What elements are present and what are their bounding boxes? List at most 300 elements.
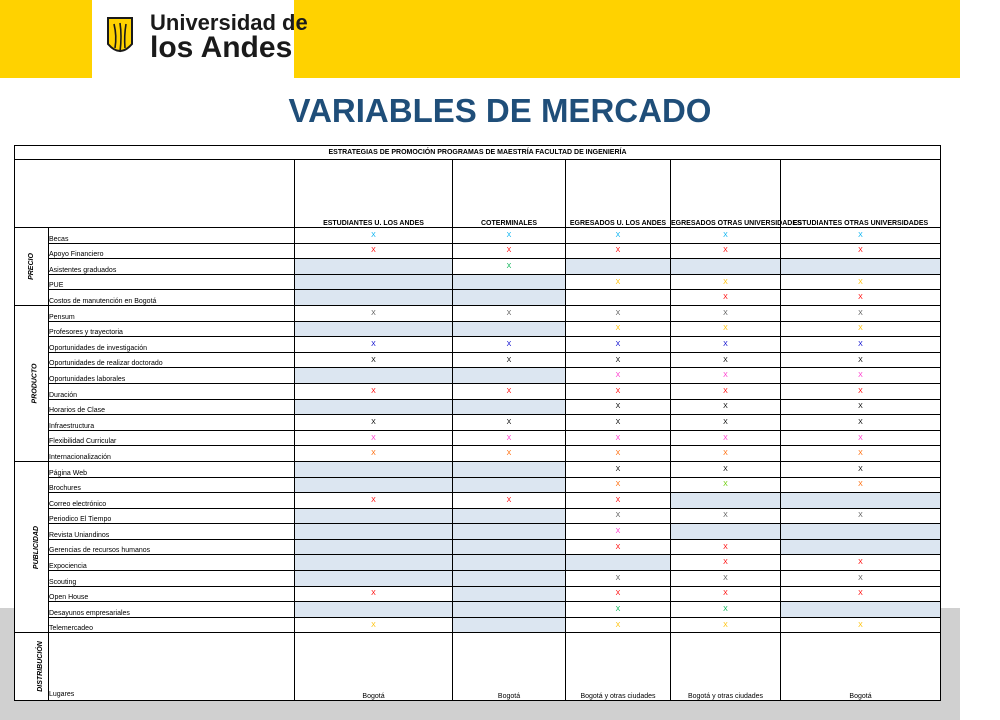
- x-mark: X: [371, 450, 376, 458]
- x-mark: X: [858, 418, 863, 426]
- column-header: EGRESADOS OTRAS UNIVERSIDADES: [671, 160, 781, 228]
- value-cell: [781, 461, 941, 477]
- value-cell: [295, 571, 453, 587]
- variable-label: Infraestructura: [49, 415, 295, 431]
- value-cell: [566, 539, 671, 555]
- distribution-value: Bogotá: [295, 633, 453, 701]
- value-cell: [566, 446, 671, 462]
- x-mark: X: [615, 403, 621, 411]
- x-mark: X: [615, 590, 621, 598]
- x-mark: X: [615, 574, 621, 582]
- x-mark: X: [858, 356, 863, 364]
- value-cell: [566, 259, 671, 275]
- x-mark: X: [723, 418, 728, 426]
- value-cell: [295, 399, 453, 415]
- value-cell: [453, 337, 566, 353]
- variable-label: Desayunos empresariales: [49, 602, 295, 618]
- value-cell: [671, 337, 781, 353]
- value-cell: [295, 617, 453, 633]
- distribution-value: Bogotá: [453, 633, 566, 701]
- value-cell: [781, 259, 941, 275]
- x-mark: X: [615, 450, 621, 458]
- x-mark: X: [723, 606, 728, 614]
- value-cell: [781, 305, 941, 321]
- variable-label: Apoyo Financiero: [49, 243, 295, 259]
- x-mark: X: [723, 294, 728, 302]
- value-cell: [671, 493, 781, 509]
- variable-label: Pensum: [49, 305, 295, 321]
- value-cell: [671, 352, 781, 368]
- x-mark: X: [615, 356, 621, 364]
- value-cell: [453, 477, 566, 493]
- x-mark: X: [723, 590, 728, 598]
- x-mark: X: [858, 294, 863, 302]
- value-cell: [295, 493, 453, 509]
- x-mark: X: [615, 481, 621, 489]
- value-cell: [671, 555, 781, 571]
- x-mark: X: [723, 325, 728, 333]
- group-label: PUBLICIDAD: [33, 525, 41, 569]
- value-cell: [295, 321, 453, 337]
- value-cell: [453, 571, 566, 587]
- x-mark: X: [723, 372, 728, 380]
- x-mark: X: [723, 512, 728, 520]
- table-row: [15, 617, 941, 633]
- value-cell: [566, 399, 671, 415]
- variable-label: Gerencias de recursos humanos: [49, 539, 295, 555]
- value-cell: [781, 602, 941, 618]
- distribution-row: [15, 633, 941, 701]
- header-blank: [15, 160, 295, 228]
- x-mark: X: [615, 278, 621, 286]
- value-cell: [566, 305, 671, 321]
- value-cell: [781, 415, 941, 431]
- x-mark: X: [371, 309, 376, 317]
- x-mark: X: [723, 481, 728, 489]
- value-cell: [781, 555, 941, 571]
- x-mark: X: [723, 450, 728, 458]
- value-cell: [781, 368, 941, 384]
- value-cell: [566, 368, 671, 384]
- table-row: [15, 493, 941, 509]
- logo-text-line2: los Andes: [150, 31, 293, 64]
- x-mark: X: [371, 387, 376, 395]
- table-row: [15, 305, 941, 321]
- university-crest-icon: [106, 14, 134, 60]
- variable-label: Página Web: [49, 461, 295, 477]
- x-mark: X: [723, 434, 728, 442]
- x-mark: X: [506, 356, 512, 364]
- variable-label: PUE: [49, 274, 295, 290]
- distribution-value: Bogotá y otras ciudades: [566, 633, 671, 701]
- value-cell: [671, 524, 781, 540]
- x-mark: X: [506, 387, 512, 395]
- table-row: [15, 586, 941, 602]
- table-row: [15, 228, 941, 244]
- x-mark: X: [506, 247, 512, 255]
- x-mark: X: [723, 247, 728, 255]
- x-mark: X: [615, 325, 621, 333]
- value-cell: [671, 571, 781, 587]
- x-mark: X: [723, 465, 728, 473]
- value-cell: [566, 524, 671, 540]
- x-mark: X: [858, 340, 863, 348]
- value-cell: [781, 446, 941, 462]
- x-mark: X: [506, 231, 512, 239]
- variable-label: Oportunidades de realizar doctorado: [49, 352, 295, 368]
- value-cell: [671, 586, 781, 602]
- x-mark: X: [615, 434, 621, 442]
- value-cell: [781, 243, 941, 259]
- value-cell: [566, 337, 671, 353]
- value-cell: [295, 383, 453, 399]
- value-cell: [781, 228, 941, 244]
- x-mark: X: [615, 528, 621, 536]
- value-cell: [566, 243, 671, 259]
- x-mark: X: [371, 434, 376, 442]
- variable-label: Telemercadeo: [49, 617, 295, 633]
- x-mark: X: [371, 231, 376, 239]
- group-label-cell: [15, 633, 49, 701]
- table-row: [15, 508, 941, 524]
- value-cell: [453, 493, 566, 509]
- value-cell: [566, 274, 671, 290]
- value-cell: [295, 415, 453, 431]
- value-cell: [566, 430, 671, 446]
- value-cell: [671, 228, 781, 244]
- value-cell: [566, 493, 671, 509]
- x-mark: X: [371, 496, 376, 504]
- variable-label: Scouting: [49, 571, 295, 587]
- value-cell: [295, 586, 453, 602]
- table-row: [15, 290, 941, 306]
- value-cell: [566, 321, 671, 337]
- value-cell: [781, 617, 941, 633]
- group-label-cell: [15, 228, 49, 306]
- value-cell: [295, 259, 453, 275]
- x-mark: X: [371, 590, 376, 598]
- x-mark: X: [506, 418, 512, 426]
- value-cell: [781, 508, 941, 524]
- group-label-cell: [15, 461, 49, 633]
- value-cell: [781, 539, 941, 555]
- value-cell: [781, 383, 941, 399]
- value-cell: [453, 539, 566, 555]
- variable-label: Profesores y trayectoria: [49, 321, 295, 337]
- table-row: [15, 352, 941, 368]
- value-cell: [671, 461, 781, 477]
- value-cell: [295, 337, 453, 353]
- value-cell: [453, 352, 566, 368]
- x-mark: X: [723, 340, 728, 348]
- x-mark: X: [858, 481, 863, 489]
- variable-label: Open House: [49, 586, 295, 602]
- x-mark: X: [858, 559, 863, 567]
- value-cell: [781, 399, 941, 415]
- value-cell: [781, 274, 941, 290]
- value-cell: [295, 446, 453, 462]
- value-cell: [453, 321, 566, 337]
- x-mark: X: [506, 340, 512, 348]
- value-cell: [453, 228, 566, 244]
- table-row: [15, 539, 941, 555]
- x-mark: X: [506, 450, 512, 458]
- value-cell: [566, 602, 671, 618]
- value-cell: [295, 274, 453, 290]
- variable-label: Revista Uniandinos: [49, 524, 295, 540]
- group-label: PRECIO: [28, 253, 35, 280]
- table-row: [15, 368, 941, 384]
- x-mark: X: [723, 621, 728, 629]
- variable-label: Lugares: [49, 633, 295, 701]
- x-mark: X: [615, 606, 621, 614]
- x-mark: X: [506, 262, 512, 270]
- x-mark: X: [723, 356, 728, 364]
- table-row: [15, 399, 941, 415]
- value-cell: [566, 461, 671, 477]
- value-cell: [453, 399, 566, 415]
- value-cell: [453, 586, 566, 602]
- x-mark: X: [506, 434, 512, 442]
- value-cell: [671, 617, 781, 633]
- value-cell: [671, 243, 781, 259]
- table-row: [15, 524, 941, 540]
- group-label-cell: [15, 305, 49, 461]
- x-mark: X: [615, 543, 621, 551]
- value-cell: [295, 228, 453, 244]
- x-mark: X: [723, 309, 728, 317]
- value-cell: [566, 228, 671, 244]
- value-cell: [671, 446, 781, 462]
- value-cell: [781, 290, 941, 306]
- value-cell: [781, 493, 941, 509]
- value-cell: [453, 290, 566, 306]
- logo-text-line1: Universidad de: [150, 10, 308, 35]
- x-mark: X: [723, 559, 728, 567]
- value-cell: [781, 524, 941, 540]
- table-row: [15, 383, 941, 399]
- x-mark: X: [858, 450, 863, 458]
- variable-label: Asistentes graduados: [49, 259, 295, 275]
- value-cell: [671, 259, 781, 275]
- value-cell: [566, 477, 671, 493]
- value-cell: [566, 508, 671, 524]
- table-row: [15, 430, 941, 446]
- x-mark: X: [615, 247, 621, 255]
- x-mark: X: [858, 325, 863, 333]
- value-cell: [566, 290, 671, 306]
- value-cell: [453, 430, 566, 446]
- value-cell: [781, 586, 941, 602]
- value-cell: [566, 571, 671, 587]
- x-mark: X: [858, 465, 863, 473]
- x-mark: X: [723, 387, 728, 395]
- value-cell: [566, 352, 671, 368]
- value-cell: [295, 477, 453, 493]
- table-row: [15, 415, 941, 431]
- table-row: [15, 446, 941, 462]
- variable-label: Periodico El Tiempo: [49, 508, 295, 524]
- variable-label: Costos de manutención en Bogotá: [49, 290, 295, 306]
- x-mark: X: [858, 247, 863, 255]
- table-row: [15, 274, 941, 290]
- value-cell: [453, 461, 566, 477]
- x-mark: X: [723, 574, 728, 582]
- x-mark: X: [858, 278, 863, 286]
- value-cell: [781, 352, 941, 368]
- x-mark: X: [506, 496, 512, 504]
- x-mark: X: [858, 621, 863, 629]
- value-cell: [295, 602, 453, 618]
- value-cell: [295, 508, 453, 524]
- value-cell: [781, 571, 941, 587]
- value-cell: [781, 337, 941, 353]
- value-cell: [453, 274, 566, 290]
- value-cell: [453, 524, 566, 540]
- table-row: [15, 243, 941, 259]
- page-title: VARIABLES DE MERCADO: [288, 92, 712, 129]
- group-label: DISTRIBUCIÓN: [36, 641, 44, 693]
- table-row: [15, 571, 941, 587]
- table-row: [15, 337, 941, 353]
- table-row: [15, 259, 941, 275]
- caption-row: [15, 146, 941, 160]
- table-row: [15, 602, 941, 618]
- x-mark: X: [371, 621, 376, 629]
- table-row: [15, 461, 941, 477]
- value-cell: [671, 274, 781, 290]
- value-cell: [295, 290, 453, 306]
- x-mark: X: [615, 387, 621, 395]
- value-cell: [671, 290, 781, 306]
- x-mark: X: [858, 387, 863, 395]
- x-mark: X: [371, 356, 376, 364]
- value-cell: [453, 243, 566, 259]
- value-cell: [453, 508, 566, 524]
- distribution-value: Bogotá: [781, 633, 941, 701]
- variable-label: Expociencia: [49, 555, 295, 571]
- variable-label: Horarios de Clase: [49, 399, 295, 415]
- value-cell: [453, 415, 566, 431]
- value-cell: [295, 524, 453, 540]
- x-mark: X: [615, 372, 621, 380]
- value-cell: [566, 555, 671, 571]
- value-cell: [295, 539, 453, 555]
- column-header: ESTUDIANTES U. LOS ANDES: [295, 160, 453, 228]
- value-cell: [671, 477, 781, 493]
- x-mark: X: [506, 309, 512, 317]
- value-cell: [453, 555, 566, 571]
- group-label: PRODUCTO: [31, 363, 39, 404]
- x-mark: X: [615, 309, 621, 317]
- x-mark: X: [858, 434, 863, 442]
- x-mark: X: [723, 543, 728, 551]
- table-row: [15, 321, 941, 337]
- variable-label: Flexibilidad Curricular: [49, 430, 295, 446]
- value-cell: [453, 305, 566, 321]
- x-mark: X: [615, 496, 621, 504]
- value-cell: [671, 399, 781, 415]
- value-cell: [295, 305, 453, 321]
- x-mark: X: [615, 621, 621, 629]
- value-cell: [295, 352, 453, 368]
- value-cell: [671, 539, 781, 555]
- value-cell: [671, 305, 781, 321]
- value-cell: [671, 368, 781, 384]
- variable-label: Becas: [49, 228, 295, 244]
- x-mark: X: [858, 512, 863, 520]
- value-cell: [453, 617, 566, 633]
- x-mark: X: [615, 418, 621, 426]
- value-cell: [295, 243, 453, 259]
- value-cell: [453, 602, 566, 618]
- value-cell: [453, 383, 566, 399]
- column-header: COTERMINALES: [453, 160, 566, 228]
- x-mark: X: [371, 340, 376, 348]
- column-header: EGRESADOS U. LOS ANDES: [566, 160, 671, 228]
- variable-label: Oportunidades laborales: [49, 368, 295, 384]
- column-header: ESTUDIANTES OTRAS UNIVERSIDADES: [781, 160, 941, 228]
- x-mark: X: [371, 418, 376, 426]
- x-mark: X: [615, 512, 621, 520]
- value-cell: [453, 368, 566, 384]
- x-mark: X: [723, 403, 728, 411]
- x-mark: X: [858, 309, 863, 317]
- x-mark: X: [858, 231, 863, 239]
- table-row: [15, 477, 941, 493]
- value-cell: [295, 368, 453, 384]
- x-mark: X: [858, 403, 863, 411]
- x-mark: X: [615, 231, 621, 239]
- value-cell: [295, 555, 453, 571]
- value-cell: [671, 602, 781, 618]
- value-cell: [295, 461, 453, 477]
- value-cell: [781, 430, 941, 446]
- variable-label: Duración: [49, 383, 295, 399]
- distribution-value: Bogotá y otras ciudades: [671, 633, 781, 701]
- header-row: [15, 160, 941, 228]
- x-mark: X: [858, 574, 863, 582]
- value-cell: [453, 446, 566, 462]
- x-mark: X: [858, 590, 863, 598]
- table-caption: ESTRATEGIAS DE PROMOCIÓN PROGRAMAS DE MAESTRÍA FACULTAD DE INGENIERÍA: [15, 146, 941, 160]
- value-cell: [781, 477, 941, 493]
- variable-label: Internacionalización: [49, 446, 295, 462]
- x-mark: X: [723, 278, 728, 286]
- x-mark: X: [615, 465, 621, 473]
- x-mark: X: [858, 372, 863, 380]
- variable-label: Correo electrónico: [49, 493, 295, 509]
- value-cell: [671, 415, 781, 431]
- table-row: [15, 555, 941, 571]
- x-mark: X: [371, 247, 376, 255]
- value-cell: [671, 383, 781, 399]
- x-mark: X: [615, 340, 621, 348]
- value-cell: [671, 430, 781, 446]
- value-cell: [566, 586, 671, 602]
- variable-label: Oportunidades de investigación: [49, 337, 295, 353]
- value-cell: [295, 430, 453, 446]
- value-cell: [566, 617, 671, 633]
- value-cell: [453, 259, 566, 275]
- value-cell: [671, 508, 781, 524]
- value-cell: [566, 415, 671, 431]
- value-cell: [781, 321, 941, 337]
- value-cell: [566, 383, 671, 399]
- variable-label: Brochures: [49, 477, 295, 493]
- marketing-variables-table: [14, 145, 941, 701]
- value-cell: [671, 321, 781, 337]
